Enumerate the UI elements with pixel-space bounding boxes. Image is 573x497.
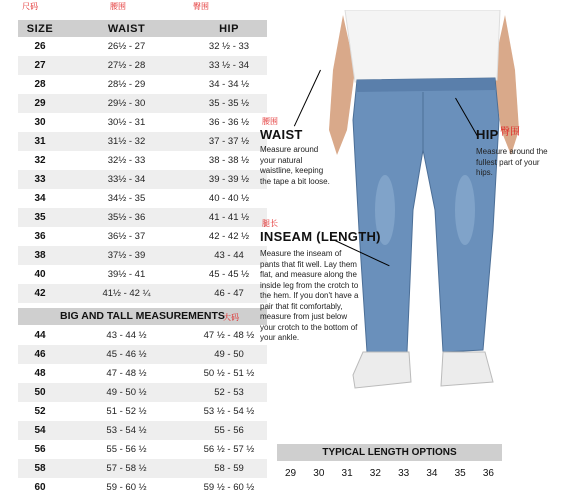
length-options-list — [277, 468, 502, 479]
size-cell: 29 — [18, 94, 62, 113]
hip-cell: 46 - 47 — [191, 284, 267, 303]
waist-cell: 35½ - 36 — [62, 208, 191, 227]
size-cell: 46 — [18, 345, 62, 364]
size-cell: 50 — [18, 383, 62, 402]
table-row — [18, 37, 267, 56]
size-cell: 31 — [18, 132, 62, 151]
hip-cell: 38 - 38 ½ — [191, 151, 267, 170]
table-row — [18, 402, 267, 421]
length-options-header: TYPICAL LENGTH OPTIONS — [277, 444, 502, 461]
waist-cell: 51 - 52 ½ — [62, 402, 191, 421]
waist-cell: 26½ - 27 — [62, 37, 191, 56]
hip-cell: 53 ½ - 54 ½ — [191, 402, 267, 421]
size-cell: 34 — [18, 189, 62, 208]
hip-cell: 55 - 56 — [191, 421, 267, 440]
size-cell: 56 — [18, 440, 62, 459]
waist-cell: 57 - 58 ½ — [62, 459, 191, 478]
table-row — [18, 56, 267, 75]
table-row — [18, 227, 267, 246]
table-row — [18, 421, 267, 440]
length-option: 34 — [426, 468, 438, 479]
waist-cell: 29½ - 30 — [62, 94, 191, 113]
hip-cell: 56 ½ - 57 ½ — [191, 440, 267, 459]
table-row — [18, 113, 267, 132]
waist-cell: 59 - 60 ½ — [62, 478, 191, 497]
waist-description: Measure around your natural waistline, keeping the tape a bit loose. — [260, 145, 330, 186]
big-tall-header: BIG AND TALL MEASUREMENTS — [18, 308, 267, 325]
size-cell: 30 — [18, 113, 62, 132]
cn-size-label: 尺码 — [22, 2, 38, 11]
waist-cell: 37½ - 39 — [62, 246, 191, 265]
waist-cell: 47 - 48 ½ — [62, 364, 191, 383]
length-option: 30 — [313, 468, 325, 479]
table-row — [18, 440, 267, 459]
waist-cell: 32½ - 33 — [62, 151, 191, 170]
table-row — [18, 459, 267, 478]
waist-cell: 36½ - 37 — [62, 227, 191, 246]
size-cell: 58 — [18, 459, 62, 478]
table-row — [18, 189, 267, 208]
cn-big-label: 大码 — [223, 313, 239, 322]
hip-cell: 33 ½ - 34 — [191, 56, 267, 75]
waist-cell: 30½ - 31 — [62, 113, 191, 132]
size-cell: 38 — [18, 246, 62, 265]
size-cell: 26 — [18, 37, 62, 56]
size-cell: 54 — [18, 421, 62, 440]
table-row — [18, 208, 267, 227]
waist-cell: 53 - 54 ½ — [62, 421, 191, 440]
header-size: SIZE — [18, 20, 62, 37]
table-row — [18, 170, 267, 189]
hip-cell: 58 - 59 — [191, 459, 267, 478]
hip-cell: 40 - 40 ½ — [191, 189, 267, 208]
size-cell: 44 — [18, 326, 62, 345]
table-row — [18, 284, 267, 303]
hip-cell: 47 ½ - 48 ½ — [191, 326, 267, 345]
table-row — [18, 364, 267, 383]
table-row — [18, 345, 267, 364]
waist-cell: 43 - 44 ½ — [62, 326, 191, 345]
waist-cell: 49 - 50 ½ — [62, 383, 191, 402]
cn-hip-label: 臀围 — [193, 2, 209, 11]
size-cell: 35 — [18, 208, 62, 227]
hip-cell: 39 - 39 ½ — [191, 170, 267, 189]
cn-hip-side-label: 臀围 — [500, 127, 520, 138]
hip-cell: 36 - 36 ½ — [191, 113, 267, 132]
waist-cell: 27½ - 28 — [62, 56, 191, 75]
table-row — [18, 383, 267, 402]
table-row — [18, 132, 267, 151]
waist-cell: 28½ - 29 — [62, 75, 191, 94]
length-option: 35 — [454, 468, 466, 479]
table-row — [18, 75, 267, 94]
table-row — [18, 478, 267, 497]
size-table — [18, 20, 267, 303]
waist-cell: 45 - 46 ½ — [62, 345, 191, 364]
size-cell: 48 — [18, 364, 62, 383]
size-cell: 40 — [18, 265, 62, 284]
cn-waist-side-label: 腰围 — [262, 117, 278, 126]
length-option: 36 — [482, 468, 494, 479]
waist-cell: 31½ - 32 — [62, 132, 191, 151]
size-cell: 28 — [18, 75, 62, 94]
table-row — [18, 151, 267, 170]
table-row — [18, 326, 267, 345]
length-option: 33 — [398, 468, 410, 479]
table-row — [18, 246, 267, 265]
inseam-description: Measure the inseam of pants that fit well. Lay them flat, and measure along the inside leg from the crotch to the hem. If you don't have a pair that fit comfortably, measure from just below your crotch to the bottom of your ankle. — [260, 249, 359, 342]
hip-cell: 49 - 50 — [191, 345, 267, 364]
waist-cell: 33½ - 34 — [62, 170, 191, 189]
hip-cell: 35 - 35 ½ — [191, 94, 267, 113]
hip-cell: 32 ½ - 33 — [191, 37, 267, 56]
hip-title: HIP — [476, 127, 499, 142]
length-option: 31 — [341, 468, 353, 479]
waist-cell: 34½ - 35 — [62, 189, 191, 208]
hip-cell: 45 - 45 ½ — [191, 265, 267, 284]
size-cell: 42 — [18, 284, 62, 303]
waist-title: WAIST — [260, 127, 303, 142]
hip-description: Measure around the fullest part of your hips. — [476, 147, 548, 177]
table-row — [18, 265, 267, 284]
hip-cell: 34 - 34 ½ — [191, 75, 267, 94]
header-hip: HIP — [191, 20, 267, 37]
size-cell: 27 — [18, 56, 62, 75]
length-option: 32 — [369, 468, 381, 479]
size-cell: 60 — [18, 478, 62, 497]
size-cell: 32 — [18, 151, 62, 170]
hip-cell: 42 - 42 ½ — [191, 227, 267, 246]
hip-cell: 50 ½ - 51 ½ — [191, 364, 267, 383]
hip-cell: 59 ½ - 60 ½ — [191, 478, 267, 497]
waist-cell: 55 - 56 ½ — [62, 440, 191, 459]
inseam-title: INSEAM (LENGTH) — [260, 229, 381, 244]
size-cell: 36 — [18, 227, 62, 246]
hip-cell: 52 - 53 — [191, 383, 267, 402]
size-cell: 52 — [18, 402, 62, 421]
waist-cell: 41½ - 42 ¼ — [62, 284, 191, 303]
size-cell: 33 — [18, 170, 62, 189]
hip-cell: 43 - 44 — [191, 246, 267, 265]
big-tall-table — [18, 326, 267, 497]
header-waist: WAIST — [62, 20, 191, 37]
waist-cell: 39½ - 41 — [62, 265, 191, 284]
cn-waist-label: 腰围 — [110, 2, 126, 11]
hip-cell: 41 - 41 ½ — [191, 208, 267, 227]
table-row — [18, 94, 267, 113]
hip-cell: 37 - 37 ½ — [191, 132, 267, 151]
length-option: 29 — [285, 468, 297, 479]
cn-inseam-side-label: 腿长 — [262, 219, 278, 228]
